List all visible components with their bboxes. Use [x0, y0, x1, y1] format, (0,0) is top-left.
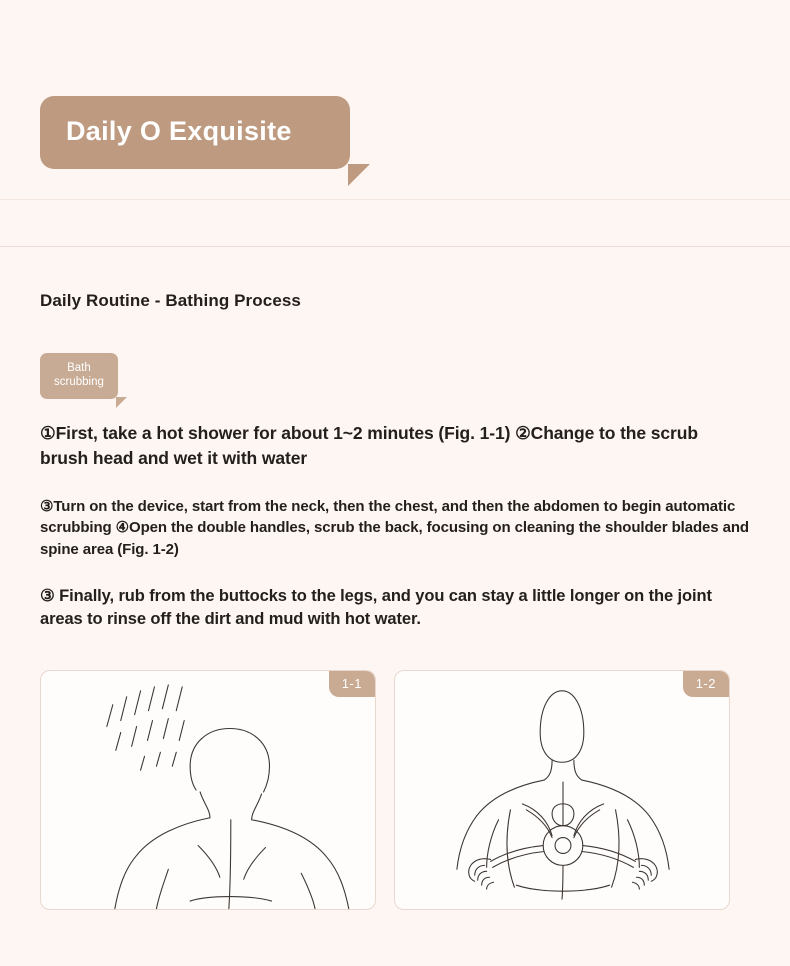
page-title: Daily Routine - Bathing Process [40, 291, 301, 310]
tag-label-line1: Bath [67, 362, 91, 374]
figure-1-2 [394, 670, 730, 910]
figure-row [40, 670, 750, 910]
banner-title-wrap [40, 96, 350, 169]
banner-title: Daily O Exquisite [40, 96, 350, 169]
header-divider-top [0, 199, 790, 200]
person-scrubbing-back-illustration [395, 671, 729, 909]
person-showering-illustration [41, 671, 375, 909]
banner-tail-decoration [348, 164, 370, 186]
tag-label-line2: scrubbing [54, 376, 104, 389]
tag-body [40, 353, 118, 399]
step-paragraph-2: ③Turn on the device, start from the neck, then the chest, and then the abdomen to begin automatic scrubbing ④Open the double handles, scrub the back, focusing on cleaning the shoulder blades and spine area (Fig. 1-2) [40, 497, 749, 559]
main-content [0, 291, 790, 910]
tag-tail-decoration [116, 397, 127, 408]
bath-scrubbing-tag [40, 353, 118, 399]
header-divider-bottom [0, 246, 790, 247]
step-paragraph-1: ①First, take a hot shower for about 1~2 minutes (Fig. 1-1) ②Change to the scrub brush head and wet it with water [40, 422, 698, 469]
page-header [0, 0, 790, 248]
figure-label-1-2: 1-2 [683, 671, 729, 697]
figure-1-1 [40, 670, 376, 910]
step-paragraph-3: ③ Finally, rub from the buttocks to the legs, and you can stay a little longer on the joint areas to rinse off the dirt and mud with hot water. [40, 586, 712, 629]
figure-label-1-1: 1-1 [329, 671, 375, 697]
